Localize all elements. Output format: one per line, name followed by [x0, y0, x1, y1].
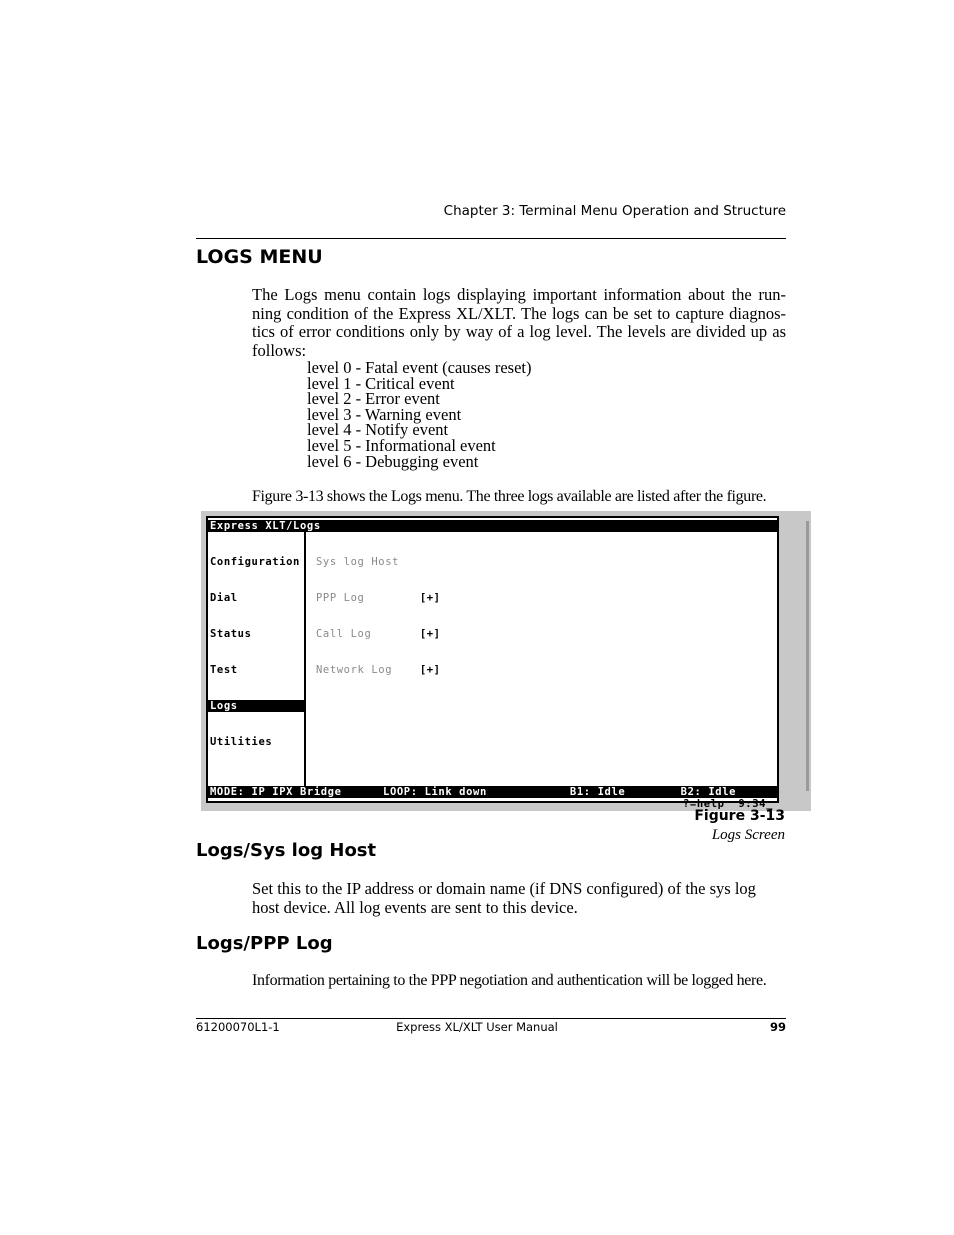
submenu-label: PPP Log	[316, 592, 400, 604]
terminal-scrollbar[interactable]	[806, 521, 809, 791]
footer-doc-number: 61200070L1-1	[196, 1020, 280, 1034]
section-title-sys-log-host: Logs/Sys log Host	[196, 840, 377, 861]
header-rule	[196, 238, 786, 239]
terminal-window	[206, 516, 779, 810]
menu-item-status[interactable]: Status	[210, 628, 252, 640]
figure-reference: Figure 3-13 shows the Logs menu. The three logs available are listed after the figure.	[252, 488, 767, 505]
terminal-status-bar: MODE: IP IPX Bridge LOOP: Link down B1: Idle B2: Idle	[208, 786, 777, 798]
figure-label: Figure 3-13	[694, 808, 785, 824]
terminal-title-bar: Express XLT/Logs	[208, 520, 777, 532]
log-level-item: level 6 - Debugging event	[307, 451, 479, 471]
submenu-item-ppp-log[interactable]	[316, 592, 441, 604]
figure-caption: Logs Screen	[711, 827, 785, 843]
submenu-label: Sys log Host	[316, 556, 400, 568]
submenu-value: [+]	[419, 628, 441, 640]
menu-item-utilities[interactable]: Utilities	[210, 736, 273, 748]
menu-item-logs[interactable]: Logs	[208, 700, 304, 712]
intro-paragraph: The Logs menu contain logs displaying important information about the run-ning condition of the Express XL/XLT. The logs can be set to capture diagnos-tics of error conditions only by way of a log level. The levels are divided up as follows:	[252, 285, 786, 360]
section-title-ppp-log: Logs/PPP Log	[196, 933, 333, 954]
footer-rule	[196, 1018, 786, 1019]
terminal-screenshot	[201, 511, 811, 811]
submenu-label: Call Log	[316, 628, 400, 640]
log-level-item: level 0 - Fatal event (causes reset)	[307, 358, 532, 377]
menu-item-dial[interactable]: Dial	[210, 592, 238, 604]
submenu-item-network-log[interactable]	[316, 664, 441, 676]
chapter-header: Chapter 3: Terminal Menu Operation and Structure	[443, 203, 786, 219]
submenu-label: Network Log	[316, 664, 400, 676]
submenu-item-call-log[interactable]	[316, 628, 441, 640]
ppp-log-paragraph: Information pertaining to the PPP negotiation and authentication will be logged here.	[252, 972, 767, 989]
submenu-value: [+]	[419, 664, 441, 676]
menu-item-test[interactable]: Test	[210, 664, 238, 676]
submenu-item-sys-log-host[interactable]	[316, 556, 441, 568]
sys-log-host-paragraph: Set this to the IP address or domain name (if DNS configured) of the sys log host device. All log events are sent to this device.	[252, 879, 756, 917]
log-level-item: level 5 - Informational event	[307, 435, 496, 455]
terminal-help-clock: ?=help 9:34_	[683, 798, 773, 810]
menu-item-configuration[interactable]: Configuration	[210, 556, 300, 568]
log-level-item: level 4 - Notify event	[307, 420, 449, 440]
terminal-logs-submenu	[316, 532, 441, 700]
submenu-value: [+]	[419, 592, 441, 604]
log-level-item: level 3 - Warning event	[307, 404, 462, 424]
log-level-item: level 1 - Critical event	[307, 373, 455, 393]
log-level-list	[307, 360, 531, 469]
section-title-logs-menu: LOGS MENU	[196, 246, 323, 268]
footer-page-number: 99	[769, 1020, 786, 1034]
terminal-main-menu	[208, 532, 306, 787]
log-level-item: level 2 - Error event	[307, 389, 440, 409]
footer-manual-title: Express XL/XLT User Manual	[396, 1020, 558, 1034]
